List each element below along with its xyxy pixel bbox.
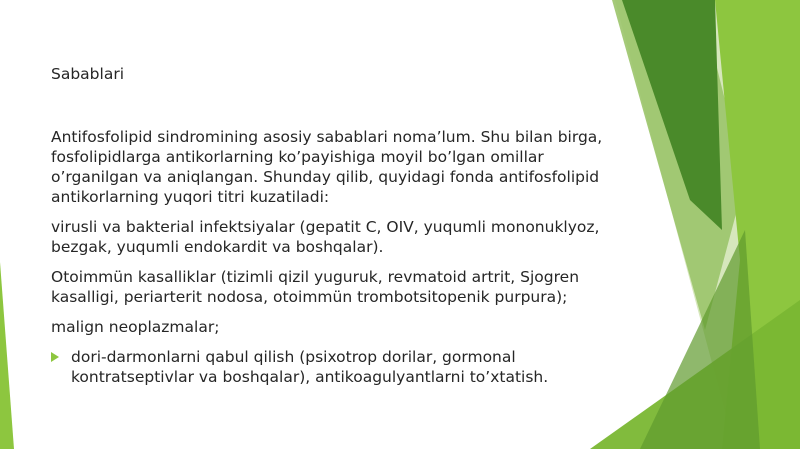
paragraph-infections: virusli va bakterial infektsiyalar (gepatit C, OIV, yuqumli mononuklyoz, bezgak, yuqumli endokardit va boshqalar). — [51, 218, 600, 256]
slide-content — [51, 127, 611, 387]
bullet-item — [51, 347, 611, 387]
left-edge-shape — [0, 262, 14, 449]
triangle-bullet-icon — [51, 352, 59, 362]
paragraph-autoimmune: Otoimmün kasalliklar (tizimli qizil yuguruk, revmatoid artrit, Sjogren kasalligi, periarterit nodosa, otoimmün trombotsitopenik purpura); — [51, 268, 580, 306]
paragraph-neoplasms: malign neoplazmalar; — [51, 318, 220, 336]
slide-title: Sabablari — [51, 65, 124, 83]
bullet-text: dori-darmonlarni qabul qilish (psixotrop dorilar, gormonal kontratseptivlar va boshqalar), antikoagulyantlarni to’xtatish. — [71, 348, 549, 386]
paragraph-intro: Antifosfolipid sindromining asosiy sabablari noma’lum. Shu bilan birga, fosfolipidlarga antikorlarning ko’payishiga moyil bo’lgan omillar o’rganilgan va aniqlangan. Shunday qilib, quyidagi fonda antifosfolipid antikorlarning yuqori titri kuzatiladi: — [51, 128, 603, 206]
